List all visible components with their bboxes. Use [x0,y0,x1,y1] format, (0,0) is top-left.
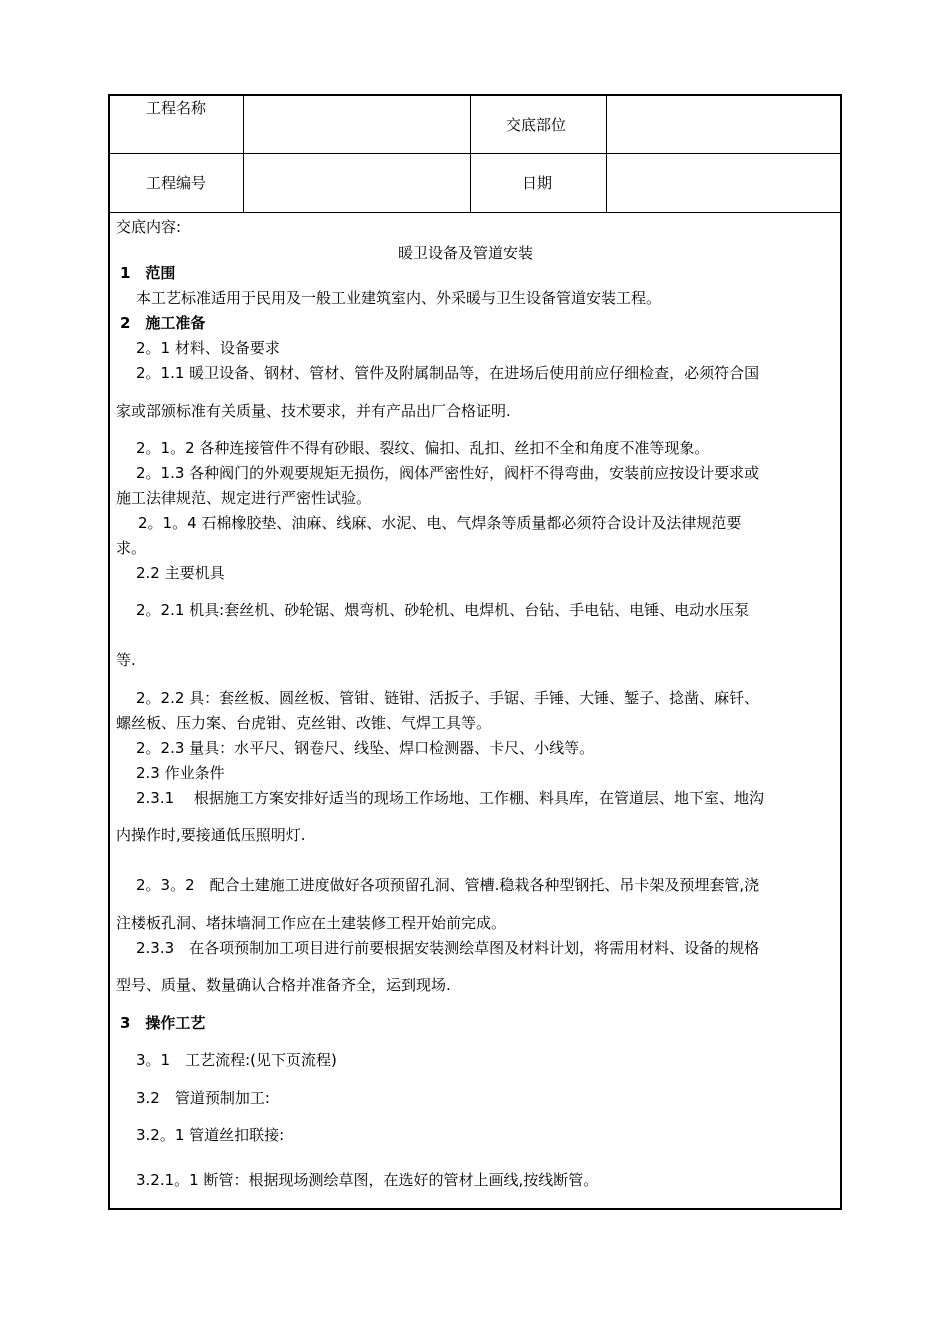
section-2-2-3: 2。2.3 量具：水平尺、钢卷尺、线坠、焊口检测器、卡尺、小线等。 [136,739,595,757]
section-3-2-1-1: 3.2.1。1 断管：根据现场测绘草图，在选好的管材上画线,按线断管。 [136,1171,599,1189]
section-1-heading: 1 范围 [120,264,176,282]
section-3-2: 3.2 管道预制加工: [136,1089,270,1107]
handover-part-label: 交底部位 [506,116,567,134]
section-2-3-1-line-1: 2.3.1 根据施工方案安排好适当的现场工作场地、工作棚、料具库，在管道层、地下室、地沟 [136,789,764,807]
project-number-label: 工程编号 [146,174,207,192]
document-title: 暖卫设备及管道安装 [398,244,534,262]
section-2-3-heading: 2.3 作业条件 [136,764,225,782]
section-2-1-3-line-2: 施工法律规范、规定进行严密性试验。 [116,489,372,507]
section-2-2-heading: 2.2 主要机具 [136,564,225,582]
table-column-divider [470,95,471,213]
section-2-3-2-line-1: 2。3。2 配合土建施工进度做好各项预留孔洞、管槽.稳栽各种型钢托、吊卡架及预埋套管,浇 [136,876,760,894]
section-1-body: 本工艺标准适用于民用及一般工业建筑室内、外采暖与卫生设备管道安装工程。 [136,289,662,307]
section-3-1: 3。1 工艺流程:(见下页流程) [136,1051,337,1069]
section-2-3-1-line-2: 内操作时,要接通低压照明灯. [116,826,306,844]
section-2-1-heading: 2。1 材料、设备要求 [136,339,280,357]
project-name-label: 工程名称 [146,99,207,117]
section-2-2-1-line-2: 等. [116,651,136,669]
section-2-2-1-line-1: 2。2.1 机具:套丝机、砂轮锯、煨弯机、砂轮机、电焊机、台钻、手电钻、电锤、电动水压泵 [136,601,750,619]
section-2-1-2: 2。1。2 各种连接管件不得有砂眼、裂纹、偏扣、乱扣、丝扣不全和角度不准等现象。 [136,439,710,457]
section-3-2-1: 3.2。1 管道丝扣联接: [136,1126,285,1144]
section-2-1-1-line-1: 2。1.1 暖卫设备、钢材、管材、管件及附属制品等，在进场后使用前应仔细检查，必须符合国 [136,364,760,382]
section-3-heading: 3 操作工艺 [120,1014,206,1032]
table-column-divider [606,95,607,213]
table-row-divider [109,212,841,213]
section-2-1-1-line-2: 家或部颁标准有关质量、技术要求，并有产品出厂合格证明. [116,402,511,420]
section-2-1-4-line-2: 求。 [116,539,147,557]
section-2-3-2-line-2: 注楼板孔洞、堵抹墙洞工作应在土建装修工程开始前完成。 [116,914,507,932]
section-2-1-3-line-1: 2。1.3 各种阀门的外观要规矩无损伤，阀体严密性好，阀杆不得弯曲，安装前应按设计要求或 [136,464,760,482]
content-label: 交底内容: [116,218,182,236]
date-label: 日期 [522,174,553,192]
section-2-2-2-line-2: 螺丝板、压力案、台虎钳、克丝钳、改锥、气焊工具等。 [116,714,492,732]
section-2-2-2-line-1: 2。2.2 具：套丝板、圆丝板、管钳、链钳、活扳子、手锯、手锤、大锤、錾子、捻凿、麻钎、 [136,689,760,707]
section-2-heading: 2 施工准备 [120,314,206,332]
section-2-3-3-line-1: 2.3.3 在各项预制加工项目进行前要根据安装测绘草图及材料计划，将需用材料、设备的规格 [136,939,760,957]
section-2-1-4-line-1: 2。1。4 石棉橡胶垫、油麻、线麻、水泥、电、气焊条等质量都必须符合设计及法律规范要 [138,514,742,532]
table-row-divider [109,153,841,154]
table-column-divider [243,95,244,213]
section-2-3-3-line-2: 型号、质量、数量确认合格并准备齐全，运到现场. [116,976,451,994]
